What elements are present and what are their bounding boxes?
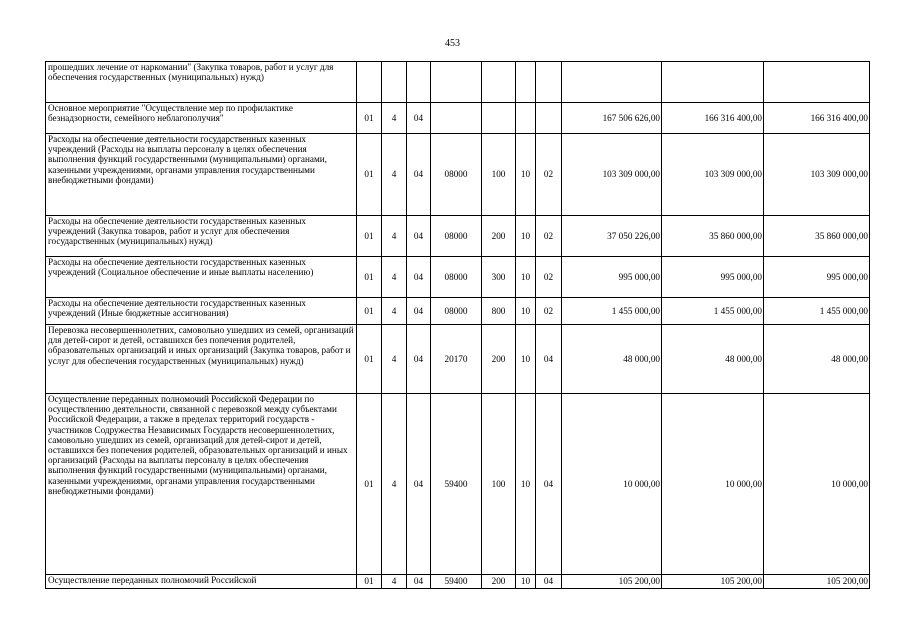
code-subsection: 04 [536, 394, 562, 575]
code-subsection: 02 [536, 216, 562, 257]
code-expense-type: 100 [482, 134, 516, 216]
amount-year-3: 103 309 000,00 [764, 134, 870, 216]
amount-year-2: 995 000,00 [662, 257, 764, 298]
amount-year-3: 995 000,00 [764, 257, 870, 298]
code-subprogram: 04 [407, 575, 431, 589]
code-ministry: 01 [357, 325, 382, 394]
code-expense-type: 200 [482, 325, 516, 394]
code-direction: 08000 [431, 134, 482, 216]
code-ministry [357, 62, 382, 103]
code-direction: 20170 [431, 325, 482, 394]
budget-table [45, 61, 870, 589]
page-number: 453 [445, 38, 460, 49]
code-ministry: 01 [357, 216, 382, 257]
code-program: 4 [382, 325, 407, 394]
code-direction: 59400 [431, 575, 482, 589]
amount-year-2: 35 860 000,00 [662, 216, 764, 257]
amount-year-3 [764, 62, 870, 103]
row-description: Расходы на обеспечение деятельности государственных казенных учреждений (Расходы на выплаты персоналу в целях обеспечения выполнения функций государственными (муниципальными) органами, казенными учреждениями, органами управления государственными внебюджетными фондами) [46, 134, 357, 216]
row-description: Расходы на обеспечение деятельности государственных казенных учреждений (Иные бюджетные ассигнования) [46, 298, 357, 325]
code-ministry: 01 [357, 575, 382, 589]
code-subsection: 02 [536, 134, 562, 216]
table-row [46, 394, 870, 575]
code-ministry: 01 [357, 394, 382, 575]
code-subsection: 02 [536, 257, 562, 298]
amount-year-3: 1 455 000,00 [764, 298, 870, 325]
code-section: 10 [516, 298, 536, 325]
code-program: 4 [382, 216, 407, 257]
code-expense-type [482, 103, 516, 134]
code-subprogram: 04 [407, 298, 431, 325]
code-subprogram: 04 [407, 103, 431, 134]
code-program [382, 62, 407, 103]
code-expense-type: 200 [482, 216, 516, 257]
table-row [46, 325, 870, 394]
amount-year-2: 103 309 000,00 [662, 134, 764, 216]
code-direction [431, 103, 482, 134]
code-section: 10 [516, 216, 536, 257]
code-section: 10 [516, 575, 536, 589]
code-ministry: 01 [357, 298, 382, 325]
code-section: 10 [516, 394, 536, 575]
table-row [46, 103, 870, 134]
amount-year-1: 103 309 000,00 [562, 134, 662, 216]
amount-year-3: 48 000,00 [764, 325, 870, 394]
code-expense-type [482, 62, 516, 103]
amount-year-1: 10 000,00 [562, 394, 662, 575]
code-section [516, 62, 536, 103]
code-subsection: 02 [536, 298, 562, 325]
amount-year-1: 167 506 626,00 [562, 103, 662, 134]
table-row [46, 134, 870, 216]
code-subprogram: 04 [407, 257, 431, 298]
code-expense-type: 100 [482, 394, 516, 575]
code-direction: 08000 [431, 216, 482, 257]
code-subprogram: 04 [407, 394, 431, 575]
code-section: 10 [516, 325, 536, 394]
code-ministry: 01 [357, 103, 382, 134]
amount-year-1: 37 050 226,00 [562, 216, 662, 257]
amount-year-2: 105 200,00 [662, 575, 764, 589]
row-description: Осуществление переданных полномочий Российской [46, 575, 357, 589]
code-subprogram [407, 62, 431, 103]
table-row [46, 216, 870, 257]
amount-year-2 [662, 62, 764, 103]
row-description: Расходы на обеспечение деятельности государственных казенных учреждений (Закупка товаров, работ и услуг для обеспечения государственных (муниципальных) нужд) [46, 216, 357, 257]
code-program: 4 [382, 134, 407, 216]
code-program: 4 [382, 257, 407, 298]
code-section [516, 103, 536, 134]
code-expense-type: 200 [482, 575, 516, 589]
code-program: 4 [382, 575, 407, 589]
code-subsection: 04 [536, 325, 562, 394]
row-description: Расходы на обеспечение деятельности государственных казенных учреждений (Социальное обеспечение и иные выплаты населению) [46, 257, 357, 298]
code-section: 10 [516, 257, 536, 298]
code-direction: 08000 [431, 298, 482, 325]
code-expense-type: 300 [482, 257, 516, 298]
code-ministry: 01 [357, 134, 382, 216]
amount-year-3: 166 316 400,00 [764, 103, 870, 134]
amount-year-1: 995 000,00 [562, 257, 662, 298]
code-subprogram: 04 [407, 325, 431, 394]
code-ministry: 01 [357, 257, 382, 298]
code-direction [431, 62, 482, 103]
table-row [46, 575, 870, 589]
table-row [46, 62, 870, 103]
code-subsection: 04 [536, 575, 562, 589]
code-direction: 08000 [431, 257, 482, 298]
code-subprogram: 04 [407, 134, 431, 216]
code-section: 10 [516, 134, 536, 216]
code-subprogram: 04 [407, 216, 431, 257]
row-description: прошедших лечение от наркомании" (Закупка товаров, работ и услуг для обеспечения государственных (муниципальных) нужд) [46, 62, 357, 103]
amount-year-2: 166 316 400,00 [662, 103, 764, 134]
code-program: 4 [382, 103, 407, 134]
code-program: 4 [382, 298, 407, 325]
amount-year-3: 35 860 000,00 [764, 216, 870, 257]
table-row [46, 257, 870, 298]
row-description: Основное мероприятие "Осуществление мер по профилактике безнадзорности, семейного неблагополучия" [46, 103, 357, 134]
code-direction: 59400 [431, 394, 482, 575]
amount-year-1: 1 455 000,00 [562, 298, 662, 325]
amount-year-3: 105 200,00 [764, 575, 870, 589]
amount-year-1: 105 200,00 [562, 575, 662, 589]
table-row [46, 298, 870, 325]
amount-year-1 [562, 62, 662, 103]
row-description: Перевозка несовершеннолетних, самовольно ушедших из семей, организаций для детей-сирот и детей, оставшихся без попечения родителей, образовательных организаций и иных организаций (Закупка товаров, работ и услуг для обеспечения государственных (муниципальных) нужд) [46, 325, 357, 394]
amount-year-1: 48 000,00 [562, 325, 662, 394]
code-expense-type: 800 [482, 298, 516, 325]
amount-year-2: 48 000,00 [662, 325, 764, 394]
code-program: 4 [382, 394, 407, 575]
amount-year-2: 1 455 000,00 [662, 298, 764, 325]
code-subsection [536, 103, 562, 134]
amount-year-3: 10 000,00 [764, 394, 870, 575]
code-subsection [536, 62, 562, 103]
amount-year-2: 10 000,00 [662, 394, 764, 575]
row-description: Осуществление переданных полномочий Российской Федерации по осуществлению деятельности, связанной с перевозкой между субъектами Российской Федерации, а также в пределах территорий государств - участников Содружества Независимых Государств несовершеннолетних, самовольно ушедших из семей, организаций для детей-сирот и детей, оставшихся без попечения родителей, образовательных организаций и иных организаций (Расходы на выплаты персоналу в целях обеспечения выполнения функций государственными (муниципальными) органами, казенными учреждениями, органами управления государственными внебюджетными фондами) [46, 394, 357, 575]
